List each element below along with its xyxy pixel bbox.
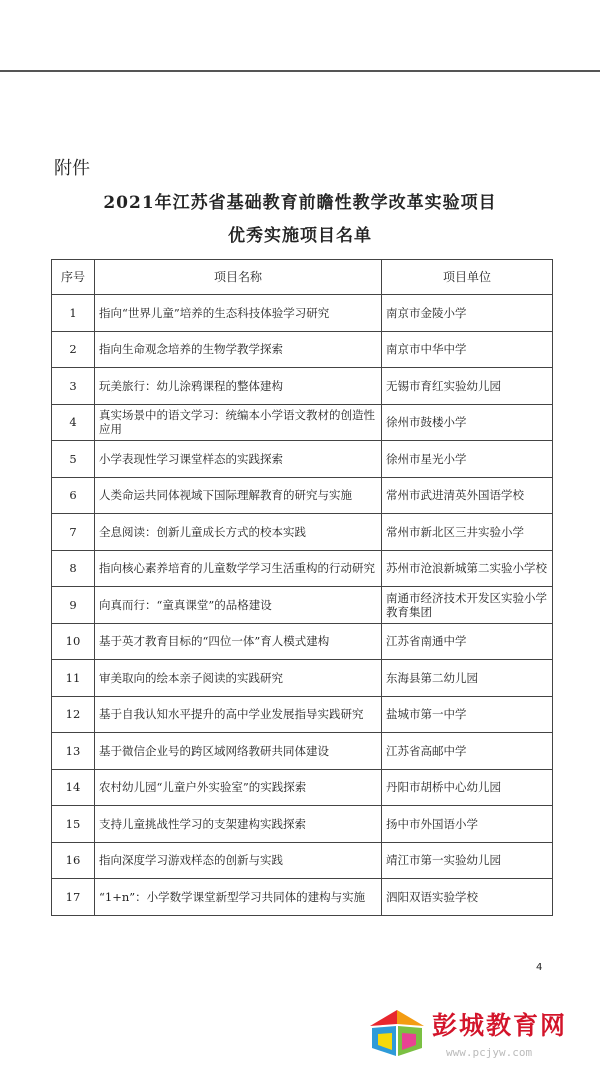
top-rule bbox=[0, 70, 600, 72]
cell-seq: 14 bbox=[52, 769, 95, 806]
cell-project-name: 指向生命观念培养的生物学教学探索 bbox=[95, 331, 382, 368]
cell-project-unit: 徐州市星光小学 bbox=[382, 441, 553, 478]
document-subtitle: 优秀实施项目名单 bbox=[228, 226, 372, 246]
cell-seq: 12 bbox=[52, 696, 95, 733]
cell-project-unit: 江苏省南通中学 bbox=[382, 623, 553, 660]
table-row bbox=[52, 550, 553, 587]
table-row bbox=[52, 696, 553, 733]
cell-project-unit: 徐州市鼓楼小学 bbox=[382, 404, 553, 441]
cell-project-name: 玩美旅行：幼儿涂鸦课程的整体建构 bbox=[95, 368, 382, 405]
watermark-url: www.pcjyw.com bbox=[446, 1046, 533, 1059]
cell-seq: 4 bbox=[52, 404, 95, 441]
attachment-label: 附件 bbox=[54, 158, 90, 179]
cell-seq: 2 bbox=[52, 331, 95, 368]
table-row bbox=[52, 769, 553, 806]
watermark-site-name: 彭城教育网 bbox=[432, 1011, 568, 1040]
cell-project-name: 向真而行：“童真课堂”的品格建设 bbox=[95, 587, 382, 624]
document-title: 2021年江苏省基础教育前瞻性教学改革实验项目 bbox=[103, 193, 497, 213]
table-row bbox=[52, 331, 553, 368]
table-header-row bbox=[52, 260, 553, 295]
cell-project-name: 人类命运共同体视域下国际理解教育的研究与实施 bbox=[95, 477, 382, 514]
table-row bbox=[52, 514, 553, 551]
cell-project-name: 指向“世界儿童”培养的生态科技体验学习研究 bbox=[95, 295, 382, 332]
cell-project-unit: 南京市金陵小学 bbox=[382, 295, 553, 332]
cell-project-name: 真实场景中的语文学习：统编本小学语文教材的创造性应用 bbox=[95, 404, 382, 441]
cell-project-unit: 南京市中华中学 bbox=[382, 331, 553, 368]
cell-project-name: 指向核心素养培育的儿童数学学习生活重构的行动研究 bbox=[95, 550, 382, 587]
cell-project-unit: 靖江市第一实验幼儿园 bbox=[382, 842, 553, 879]
cell-project-name: 支持儿童挑战性学习的支架建构实践探索 bbox=[95, 806, 382, 843]
project-table bbox=[51, 259, 553, 916]
table-row bbox=[52, 587, 553, 624]
table-row bbox=[52, 806, 553, 843]
cell-project-unit: 无锡市育红实验幼儿园 bbox=[382, 368, 553, 405]
header-seq: 序号 bbox=[52, 260, 95, 295]
cell-seq: 16 bbox=[52, 842, 95, 879]
cell-seq: 8 bbox=[52, 550, 95, 587]
cell-seq: 6 bbox=[52, 477, 95, 514]
cell-project-unit: 常州市武进清英外国语学校 bbox=[382, 477, 553, 514]
table-row bbox=[52, 660, 553, 697]
cell-project-unit: 江苏省高邮中学 bbox=[382, 733, 553, 770]
cell-project-unit: 扬中市外国语小学 bbox=[382, 806, 553, 843]
cell-seq: 13 bbox=[52, 733, 95, 770]
page-number: 4 bbox=[536, 962, 543, 973]
table-row bbox=[52, 879, 553, 916]
cell-seq: 9 bbox=[52, 587, 95, 624]
cell-project-unit: 盐城市第一中学 bbox=[382, 696, 553, 733]
cell-project-unit: 苏州市沧浪新城第二实验小学校 bbox=[382, 550, 553, 587]
cell-seq: 10 bbox=[52, 623, 95, 660]
table-row bbox=[52, 623, 553, 660]
header-project-name: 项目名称 bbox=[95, 260, 382, 295]
table-row bbox=[52, 295, 553, 332]
cell-project-name: 审美取向的绘本亲子阅读的实践研究 bbox=[95, 660, 382, 697]
header-project-unit: 项目单位 bbox=[382, 260, 553, 295]
cell-project-name: 基于英才教育目标的“四位一体”育人模式建构 bbox=[95, 623, 382, 660]
cell-project-unit: 东海县第二幼儿园 bbox=[382, 660, 553, 697]
cell-project-name: 指向深度学习游戏样态的创新与实践 bbox=[95, 842, 382, 879]
table-row bbox=[52, 441, 553, 478]
table-row bbox=[52, 733, 553, 770]
table-row bbox=[52, 404, 553, 441]
site-watermark bbox=[366, 1002, 600, 1066]
cell-seq: 7 bbox=[52, 514, 95, 551]
book-logo-icon bbox=[366, 1004, 428, 1062]
cell-seq: 11 bbox=[52, 660, 95, 697]
table-row bbox=[52, 368, 553, 405]
cell-project-name: 基于自我认知水平提升的高中学业发展指导实践研究 bbox=[95, 696, 382, 733]
cell-project-unit: 常州市新北区三井实验小学 bbox=[382, 514, 553, 551]
table-row bbox=[52, 477, 553, 514]
cell-project-unit: 泗阳双语实验学校 bbox=[382, 879, 553, 916]
cell-project-unit: 南通市经济技术开发区实验小学教育集团 bbox=[382, 587, 553, 624]
cell-project-name: “1+n”：小学数学课堂新型学习共同体的建构与实施 bbox=[95, 879, 382, 916]
cell-project-name: 小学表现性学习课堂样态的实践探索 bbox=[95, 441, 382, 478]
cell-project-name: 基于微信企业号的跨区域网络教研共同体建设 bbox=[95, 733, 382, 770]
table-row bbox=[52, 842, 553, 879]
cell-project-name: 农村幼儿园“儿童户外实验室”的实践探索 bbox=[95, 769, 382, 806]
cell-seq: 5 bbox=[52, 441, 95, 478]
cell-seq: 3 bbox=[52, 368, 95, 405]
cell-project-name: 全息阅读：创新儿童成长方式的校本实践 bbox=[95, 514, 382, 551]
cell-project-unit: 丹阳市胡桥中心幼儿园 bbox=[382, 769, 553, 806]
cell-seq: 15 bbox=[52, 806, 95, 843]
cell-seq: 17 bbox=[52, 879, 95, 916]
cell-seq: 1 bbox=[52, 295, 95, 332]
